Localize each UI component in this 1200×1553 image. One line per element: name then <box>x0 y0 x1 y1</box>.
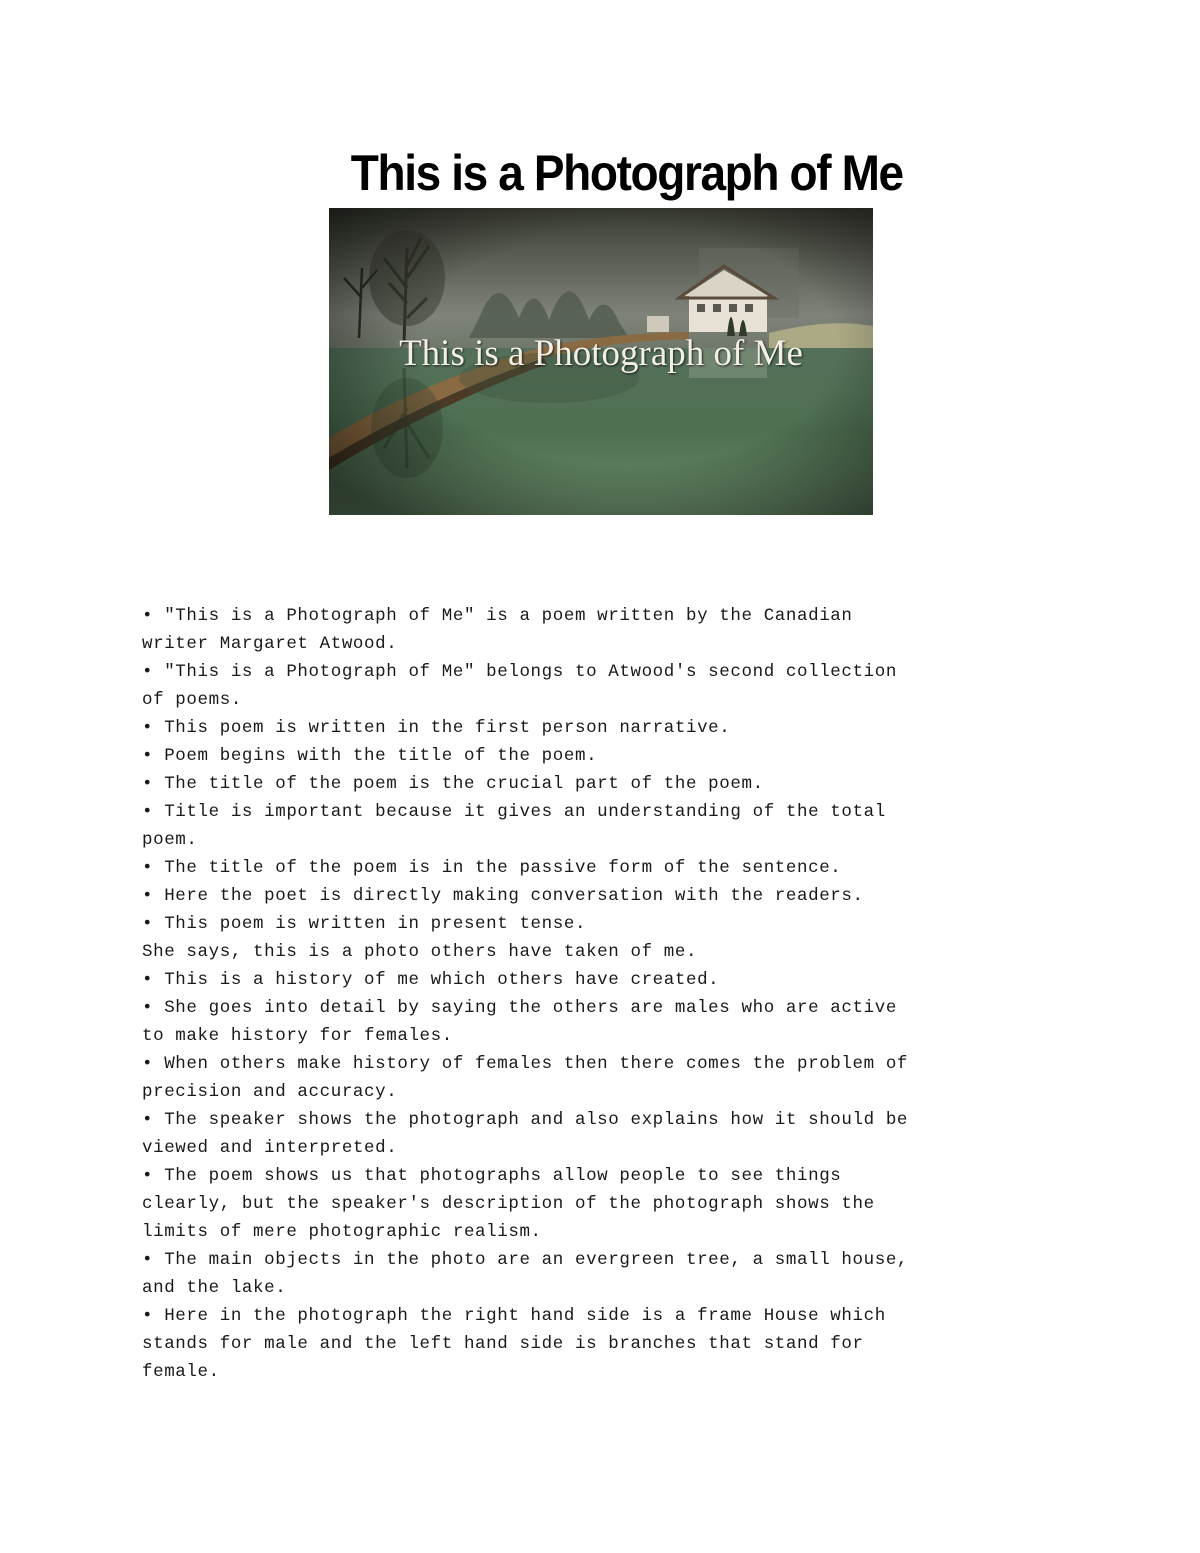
text-line: • This is a history of me which others have created. <box>142 970 720 990</box>
text-line: • Poem begins with the title of the poem. <box>142 746 598 766</box>
text-line: stands for male and the left hand side is branches that stand for <box>142 1334 864 1354</box>
text-line: viewed and interpreted. <box>142 1138 398 1158</box>
text-line: female. <box>142 1362 220 1382</box>
text-line: • The main objects in the photo are an evergreen tree, a small house, <box>142 1250 909 1270</box>
text-line: • Title is important because it gives an understanding of the total <box>142 802 886 822</box>
text-line: • This poem is written in present tense. <box>142 914 587 934</box>
page-title: This is a Photograph of Me <box>350 145 903 201</box>
text-line: clearly, but the speaker's description of the photograph shows the <box>142 1194 875 1214</box>
text-line: • The speaker shows the photograph and also explains how it should be <box>142 1110 909 1130</box>
lake-house-photo <box>329 208 873 515</box>
text-line: • "This is a Photograph of Me" belongs to Atwood's second collection <box>142 662 897 682</box>
text-line: of poems. <box>142 690 242 710</box>
notes-body <box>142 602 1042 1386</box>
text-line: • Here in the photograph the right hand side is a frame House which <box>142 1306 886 1326</box>
text-line: She says, this is a photo others have taken of me. <box>142 942 698 962</box>
text-line: • The title of the poem is in the passive form of the sentence. <box>142 858 842 878</box>
text-line: poem. <box>142 830 198 850</box>
image-caption: This is a Photograph of Me <box>399 333 803 374</box>
text-line: • She goes into detail by saying the others are males who are active <box>142 998 897 1018</box>
text-line: to make history for females. <box>142 1026 453 1046</box>
text-line: precision and accuracy. <box>142 1082 398 1102</box>
text-line: writer Margaret Atwood. <box>142 634 398 654</box>
text-line: • "This is a Photograph of Me" is a poem written by the Canadian <box>142 606 853 626</box>
text-line: • This poem is written in the first person narrative. <box>142 718 731 738</box>
text-line: limits of mere photographic realism. <box>142 1222 542 1242</box>
text-line: • Here the poet is directly making conversation with the readers. <box>142 886 864 906</box>
text-line: • The title of the poem is the crucial part of the poem. <box>142 774 764 794</box>
text-line: and the lake. <box>142 1278 287 1298</box>
text-line: • When others make history of females then there comes the problem of <box>142 1054 909 1074</box>
text-line: • The poem shows us that photographs allow people to see things <box>142 1166 842 1186</box>
